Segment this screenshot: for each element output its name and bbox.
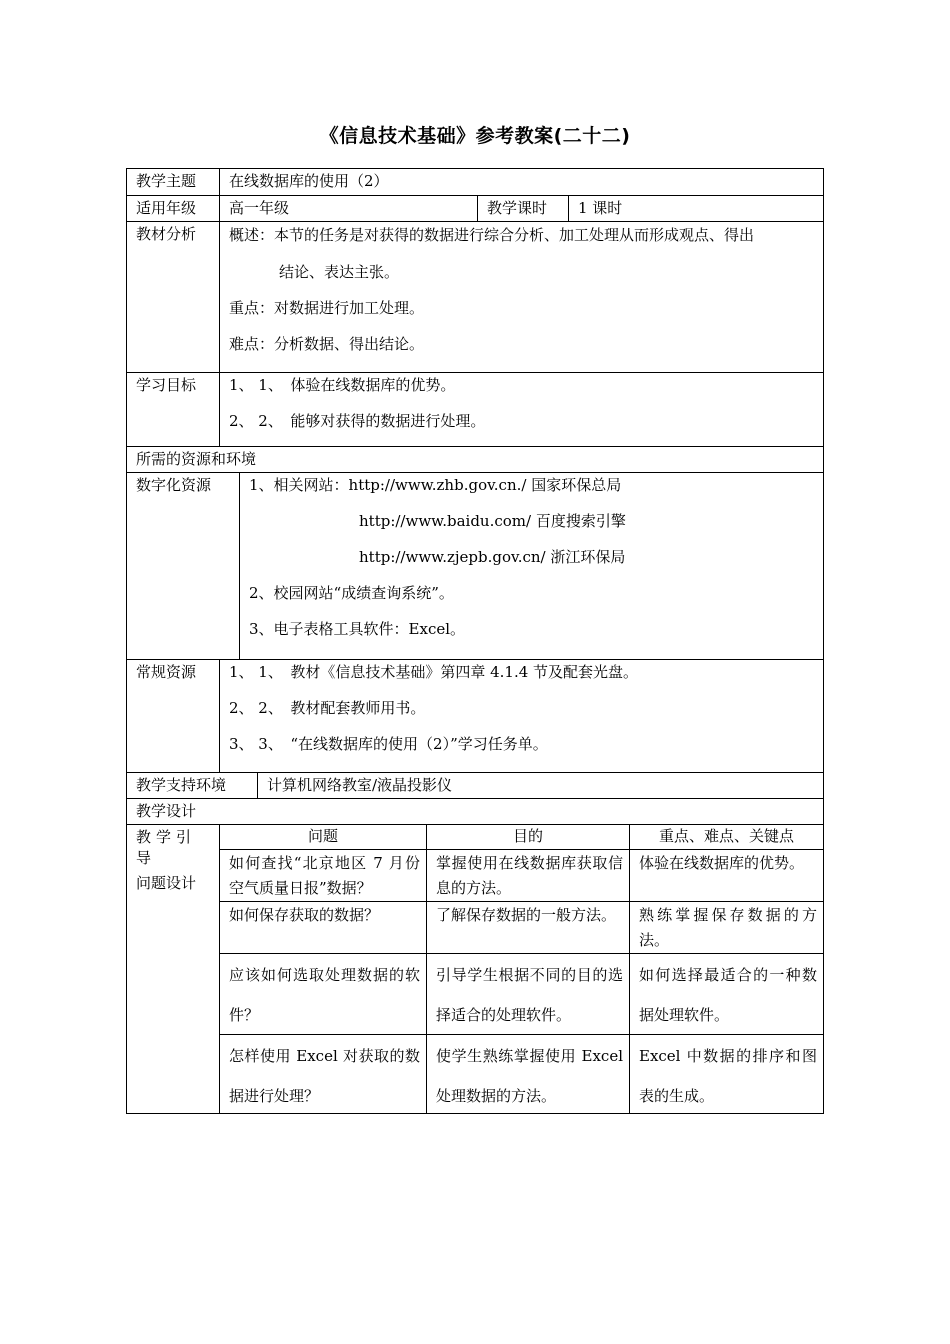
grade-row [127,195,823,221]
design-row [220,953,823,1034]
grade-label: 适用年级 [136,199,197,217]
site-item: http://www.baidu.com/ 百度搜索引擎 [359,512,626,530]
header-question: 问题 [307,827,338,845]
regular-label: 常规资源 [136,663,197,681]
question-cell: 怎样使用 Excel 对获取的数据进行处理？ [229,1047,420,1105]
goals-row [127,372,823,446]
regular-item: 3、 3、 “在线数据库的使用（2）”学习任务单。 [229,735,548,753]
goal-item: 2、 2、 能够对获得的数据进行处理。 [229,412,486,430]
topic-value: 在线数据库的使用（2） [219,169,823,195]
purpose-cell: 使学生熟练掌握使用 Excel 处理数据的方法。 [426,1035,629,1113]
key-cell: 熟练掌握保存数据的方法。 [629,902,823,953]
design-left-label [127,825,219,1113]
analysis-label: 教材分析 [136,225,197,243]
key-cell: 体验在线数据库的优势。 [629,850,823,901]
header-key-points: 重点、难点、关键点 [629,825,823,849]
analysis-content [219,222,823,372]
goals-label: 学习目标 [136,376,197,394]
resources-heading: 所需的资源和环境 [136,450,257,468]
support-label: 教学支持环境 [136,776,227,794]
question-cell: 如何保存获取的数据？ [229,906,380,924]
question-cell: 应该如何选取处理数据的软件？ [229,966,420,1024]
regular-row [127,659,823,772]
goals-content [219,373,823,446]
regular-item: 2、 2、 教材配套教师用书。 [229,699,426,717]
lesson-plan-table [126,168,824,1114]
analysis-overview: 概述：本节的任务是对获得的数据进行综合分析、加工处理从而形成观点、得出 [229,226,755,244]
topic-row [127,169,823,195]
document-title: 《信息技术基础》参考教案(二十二) [319,125,631,147]
design-label-line: 教学引导 [136,828,197,867]
resources-heading-row [127,446,823,472]
design-row [220,849,823,901]
analysis-key-point: 重点：对数据进行加工处理。 [229,299,425,317]
goal-item: 1、 1、 体验在线数据库的优势。 [229,376,456,394]
grade-value: 高一年级 [219,196,477,221]
analysis-difficulty: 难点：分析数据、得出结论。 [229,335,425,353]
topic-label: 教学主题 [136,172,197,190]
header-purpose: 目的 [426,825,629,849]
site-item: http://www.zjepb.gov.cn/ 浙江环保局 [359,548,626,566]
regular-item: 1、 1、 教材《信息技术基础》第四章 4.1.4 节及配套光盘。 [229,663,639,681]
design-label-line: 问题设计 [136,874,197,892]
key-cell: Excel 中数据的排序和图表的生成。 [629,1035,823,1113]
digital-label: 数字化资源 [136,476,212,494]
support-row [127,772,823,798]
hours-value: 1 课时 [568,196,823,221]
regular-content [219,660,823,772]
digital-item: 2、校园网站“成绩查询系统”。 [249,584,454,602]
analysis-row [127,221,823,372]
design-heading: 教学设计 [136,802,197,820]
design-body [127,824,823,1113]
analysis-overview-cont: 结论、表达主张。 [279,263,400,281]
site-item: 1、相关网站：http://www.zhb.gov.cn./ 国家环保总局 [249,476,622,494]
design-header-row [220,825,823,849]
digital-content [239,473,823,659]
purpose-cell: 了解保存数据的一般方法。 [426,902,629,953]
design-row [220,1034,823,1113]
digital-item: 3、电子表格工具软件：Excel。 [249,620,466,638]
purpose-cell: 掌握使用在线数据库获取信息的方法。 [426,850,629,901]
design-heading-row [127,798,823,824]
support-value: 计算机网络教室/液晶投影仪 [257,773,823,798]
question-cell: 如何查找“北京地区 7 月份空气质量日报”数据？ [229,854,420,897]
hours-label: 教学课时 [477,196,568,221]
design-inner-table [219,825,823,1113]
purpose-cell: 引导学生根据不同的目的选择适合的处理软件。 [426,954,629,1034]
design-row [220,901,823,953]
key-cell: 如何选择最适合的一种数据处理软件。 [629,954,823,1034]
digital-row [127,472,823,659]
